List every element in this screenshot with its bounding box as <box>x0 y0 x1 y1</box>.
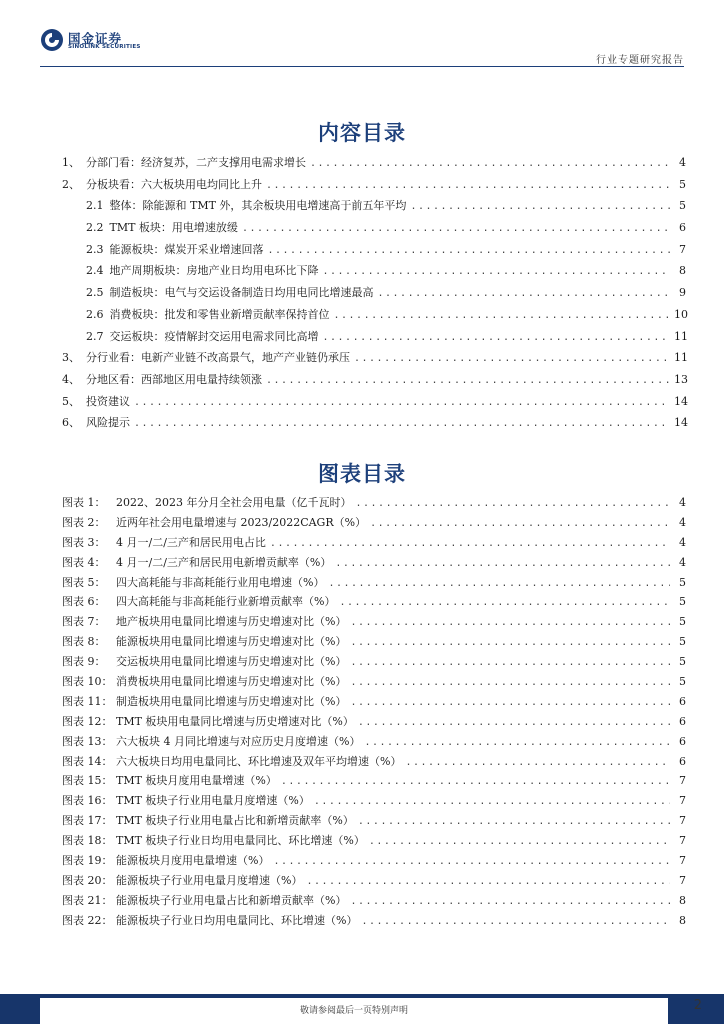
entry-label: 4、 <box>62 372 80 386</box>
leader-dots <box>328 578 670 589</box>
entry-label: 3、 <box>62 351 80 365</box>
entry-title: 消费板块：批发和零售业新增贡献率保持首位 <box>109 307 330 321</box>
leader-dots <box>350 677 670 688</box>
entry-label: 图表 12： <box>62 714 113 728</box>
contents-list <box>62 154 686 436</box>
toc-entry[interactable] <box>62 371 686 393</box>
figure-entry[interactable] <box>62 574 686 594</box>
leader-dots <box>355 498 670 509</box>
entry-page-number: 6 <box>679 734 686 748</box>
footer-disclaimer: 敬请参阅最后一页特别声明 <box>299 1006 408 1016</box>
report-type: 行业专题研究报告 <box>596 55 684 66</box>
contents-title: 内容目录 <box>318 120 406 145</box>
entry-title: 能源板块子行业用电量月度增速（%） <box>116 873 303 887</box>
figure-entry[interactable] <box>62 633 686 653</box>
figure-entry[interactable] <box>62 554 686 574</box>
entry-label: 图表 4： <box>62 555 106 569</box>
leader-dots <box>323 332 671 343</box>
leader-dots <box>350 657 670 668</box>
toc-entry[interactable] <box>62 349 686 371</box>
entry-title: 能源板块月度用电量增速（%） <box>116 854 270 868</box>
page-header <box>0 0 724 70</box>
leader-dots <box>350 896 670 907</box>
entry-page-number: 8 <box>679 893 686 907</box>
entry-page-number: 10 <box>674 307 688 321</box>
entry-title: 2022、2023 年分月全社会用电量（亿千瓦时） <box>116 496 352 509</box>
entry-page-number: 5 <box>679 199 686 213</box>
entry-title: 制造板块：电气与交运设备制造日均用电同比增速最高 <box>109 286 374 300</box>
entry-title: 风险提示 <box>86 416 130 430</box>
leader-dots <box>378 288 671 299</box>
entry-title: 能源板块子行业用电量占比和新增贡献率（%） <box>116 893 347 907</box>
toc-entry[interactable] <box>62 284 686 306</box>
entry-title: 能源板块用电量同比增速与历史增速对比（%） <box>116 635 347 649</box>
entry-page-number: 4 <box>679 555 686 569</box>
entry-label: 图表 11： <box>62 694 113 708</box>
figure-entry[interactable] <box>62 653 686 673</box>
figure-entry[interactable] <box>62 593 686 613</box>
entry-page-number: 7 <box>679 774 686 788</box>
leader-dots <box>350 617 670 628</box>
entry-label: 图表 19： <box>62 854 113 868</box>
leader-dots <box>306 876 670 887</box>
entry-label: 图表 9： <box>62 655 106 669</box>
entry-title: 分部门看：经济复苏，二产支撑用电需求增长 <box>86 156 306 169</box>
entry-page-number: 14 <box>674 416 688 430</box>
company-logo <box>40 28 150 54</box>
figures-title: 图表目录 <box>318 461 406 486</box>
leader-dots <box>358 717 670 728</box>
leader-dots <box>323 266 671 277</box>
figures-list <box>62 494 686 932</box>
figure-entry[interactable] <box>62 792 686 812</box>
leader-dots <box>369 836 670 847</box>
entry-page-number: 14 <box>674 394 688 408</box>
leader-dots <box>266 375 670 386</box>
entry-title: 近两年社会用电量增速与 2023/2022CAGR（%） <box>116 515 367 529</box>
entry-title: 四大高耗能与非高耗能行业新增贡献率（%） <box>116 595 336 609</box>
entry-label: 图表 13： <box>62 734 113 748</box>
entry-label: 2.7 <box>86 329 104 343</box>
leader-dots <box>273 856 670 867</box>
entry-title: 地产板块用电量同比增速与历史增速对比（%） <box>116 615 347 629</box>
leader-dots <box>242 223 670 234</box>
entry-page-number: 9 <box>679 286 686 300</box>
leader-dots <box>334 310 671 321</box>
leader-dots <box>370 518 670 529</box>
entry-page-number: 5 <box>679 655 686 669</box>
entry-title: 六大板块 4 月同比增速与对应历史月度增速（%） <box>116 734 361 748</box>
entry-label: 2.6 <box>86 307 104 321</box>
leader-dots <box>350 697 670 708</box>
logo-english-name: SINOLINK SECURITIES <box>68 44 141 50</box>
entry-title: 分板块看：六大板块用电均同比上升 <box>86 177 262 191</box>
toc-entry[interactable] <box>62 219 686 241</box>
entry-title: 投资建议 <box>86 394 130 408</box>
figure-entry[interactable] <box>62 613 686 633</box>
toc-entry[interactable] <box>62 328 686 350</box>
figure-entry[interactable] <box>62 693 686 713</box>
entry-title: 消费板块用电量同比增速与历史增速对比（%） <box>116 675 347 689</box>
page-number: 2 <box>693 998 702 1013</box>
entry-page-number: 4 <box>679 496 686 509</box>
entry-title: 制造板块用电量同比增速与历史增速对比（%） <box>116 694 347 708</box>
entry-title: TMT 板块用电量同比增速与历史增速对比（%） <box>116 714 354 728</box>
entry-label: 图表 20： <box>62 873 113 887</box>
entry-page-number: 5 <box>679 177 686 191</box>
figure-entry[interactable] <box>62 494 686 514</box>
entry-page-number: 7 <box>679 814 686 828</box>
entry-page-number: 5 <box>679 635 686 649</box>
leader-dots <box>134 418 670 429</box>
figure-entry[interactable] <box>62 912 686 932</box>
entry-label: 图表 1： <box>62 496 106 509</box>
logo-icon <box>40 28 64 52</box>
figure-entry[interactable] <box>62 852 686 872</box>
figure-entry[interactable] <box>62 772 686 792</box>
entry-label: 图表 6： <box>62 595 106 609</box>
toc-entry[interactable] <box>62 262 686 284</box>
entry-title: 交运板块用电量同比增速与历史增速对比（%） <box>116 655 347 669</box>
leader-dots <box>350 637 670 648</box>
entry-page-number: 7 <box>679 794 686 808</box>
entry-label: 2.3 <box>86 242 104 256</box>
entry-title: 交运板块：疫情解封交运用电需求同比高增 <box>109 329 319 343</box>
leader-dots <box>134 397 670 408</box>
leader-dots <box>358 816 670 827</box>
entry-title: 能源板块：煤炭开采业增速回落 <box>109 242 264 256</box>
leader-dots <box>270 538 670 549</box>
entry-title: 分地区看：西部地区用电量持续领涨 <box>86 372 262 386</box>
leader-dots <box>405 757 670 768</box>
figure-entry[interactable] <box>62 514 686 534</box>
entry-label: 图表 7： <box>62 615 106 629</box>
figure-entry[interactable] <box>62 534 686 554</box>
toc-entry[interactable] <box>62 176 686 198</box>
leader-dots <box>310 158 670 169</box>
figure-entry[interactable] <box>62 733 686 753</box>
logo-chinese-name: 国金证券 <box>68 31 123 46</box>
entry-page-number: 13 <box>674 372 688 386</box>
leader-dots <box>314 796 670 807</box>
entry-label: 图表 8： <box>62 635 106 649</box>
entry-label: 图表 16： <box>62 794 113 808</box>
figure-entry[interactable] <box>62 832 686 852</box>
leader-dots <box>354 353 670 364</box>
entry-page-number: 4 <box>679 156 686 169</box>
leader-dots <box>335 558 670 569</box>
entry-page-number: 8 <box>679 913 686 927</box>
entry-page-number: 4 <box>679 515 686 529</box>
entry-label: 2.5 <box>86 286 104 300</box>
entry-label: 图表 17： <box>62 814 113 828</box>
leader-dots <box>268 245 671 256</box>
entry-label: 1、 <box>62 156 80 169</box>
toc-entry[interactable] <box>62 241 686 263</box>
entry-title: 4 月一/二/三产和居民用电新增贡献率（%） <box>116 555 332 569</box>
entry-page-number: 7 <box>679 242 686 256</box>
entry-label: 图表 21： <box>62 893 113 907</box>
leader-dots <box>266 180 670 191</box>
entry-label: 2.4 <box>86 264 104 278</box>
entry-label: 图表 2： <box>62 515 106 529</box>
entry-page-number: 5 <box>679 615 686 629</box>
leader-dots <box>410 201 670 212</box>
entry-page-number: 5 <box>679 575 686 589</box>
entry-label: 图表 14： <box>62 754 113 768</box>
entry-label: 2、 <box>62 177 80 191</box>
entry-title: TMT 板块子行业用电量占比和新增贡献率（%） <box>116 814 354 828</box>
toc-entry[interactable] <box>62 197 686 219</box>
header-divider <box>40 66 684 67</box>
entry-page-number: 8 <box>679 264 686 278</box>
entry-page-number: 4 <box>679 535 686 549</box>
entry-label: 图表 18： <box>62 834 113 848</box>
entry-title: 地产周期板块：房地产业日均用电环比下降 <box>109 264 319 278</box>
entry-title: 4 月一/二/三产和居民用电占比 <box>116 535 266 549</box>
entry-label: 图表 15： <box>62 774 113 788</box>
entry-title: 整体：除能源和 TMT 外，其余板块用电增速高于前五年平均 <box>109 199 407 213</box>
toc-entry[interactable] <box>62 306 686 328</box>
toc-entry[interactable] <box>62 393 686 415</box>
entry-page-number: 7 <box>679 854 686 868</box>
entry-label: 图表 22： <box>62 913 113 927</box>
entry-page-number: 6 <box>679 714 686 728</box>
entry-page-number: 5 <box>679 675 686 689</box>
leader-dots <box>281 776 670 787</box>
entry-label: 图表 10： <box>62 675 113 689</box>
entry-page-number: 11 <box>674 329 688 343</box>
figure-entry[interactable] <box>62 753 686 773</box>
entry-title: TMT 板块子行业日均用电量同比、环比增速（%） <box>116 834 365 848</box>
entry-title: 能源板块子行业日均用电量同比、环比增速（%） <box>116 913 358 927</box>
figure-entry[interactable] <box>62 872 686 892</box>
figure-entry[interactable] <box>62 812 686 832</box>
entry-label: 图表 5： <box>62 575 106 589</box>
figure-entry[interactable] <box>62 713 686 733</box>
entry-page-number: 11 <box>674 351 688 365</box>
entry-label: 2.2 <box>86 221 104 235</box>
entry-page-number: 6 <box>679 754 686 768</box>
entry-page-number: 5 <box>679 595 686 609</box>
entry-title: 分行业看：电新产业链不改高景气，地产产业链仍承压 <box>86 351 350 365</box>
leader-dots <box>361 916 670 927</box>
entry-title: 四大高耗能与非高耗能行业用电增速（%） <box>116 575 325 589</box>
entry-label: 2.1 <box>86 199 104 213</box>
figure-entry[interactable] <box>62 892 686 912</box>
entry-label: 6、 <box>62 416 80 430</box>
entry-page-number: 7 <box>679 834 686 848</box>
toc-entry[interactable] <box>62 414 686 436</box>
entry-page-number: 6 <box>679 694 686 708</box>
leader-dots <box>364 737 670 748</box>
entry-page-number: 6 <box>679 221 686 235</box>
leader-dots <box>339 597 670 608</box>
entry-label: 5、 <box>62 394 80 408</box>
entry-title: TMT 板块子行业用电量月度增速（%） <box>116 794 310 808</box>
entry-title: 六大板块日均用电量同比、环比增速及双年平均增速（%） <box>116 754 402 768</box>
entry-page-number: 7 <box>679 873 686 887</box>
entry-title: TMT 板块月度用电量增速（%） <box>116 774 277 788</box>
figure-entry[interactable] <box>62 673 686 693</box>
entry-title: TMT 板块：用电增速放缓 <box>109 221 238 235</box>
toc-entry[interactable] <box>62 154 686 176</box>
entry-label: 图表 3： <box>62 535 106 549</box>
